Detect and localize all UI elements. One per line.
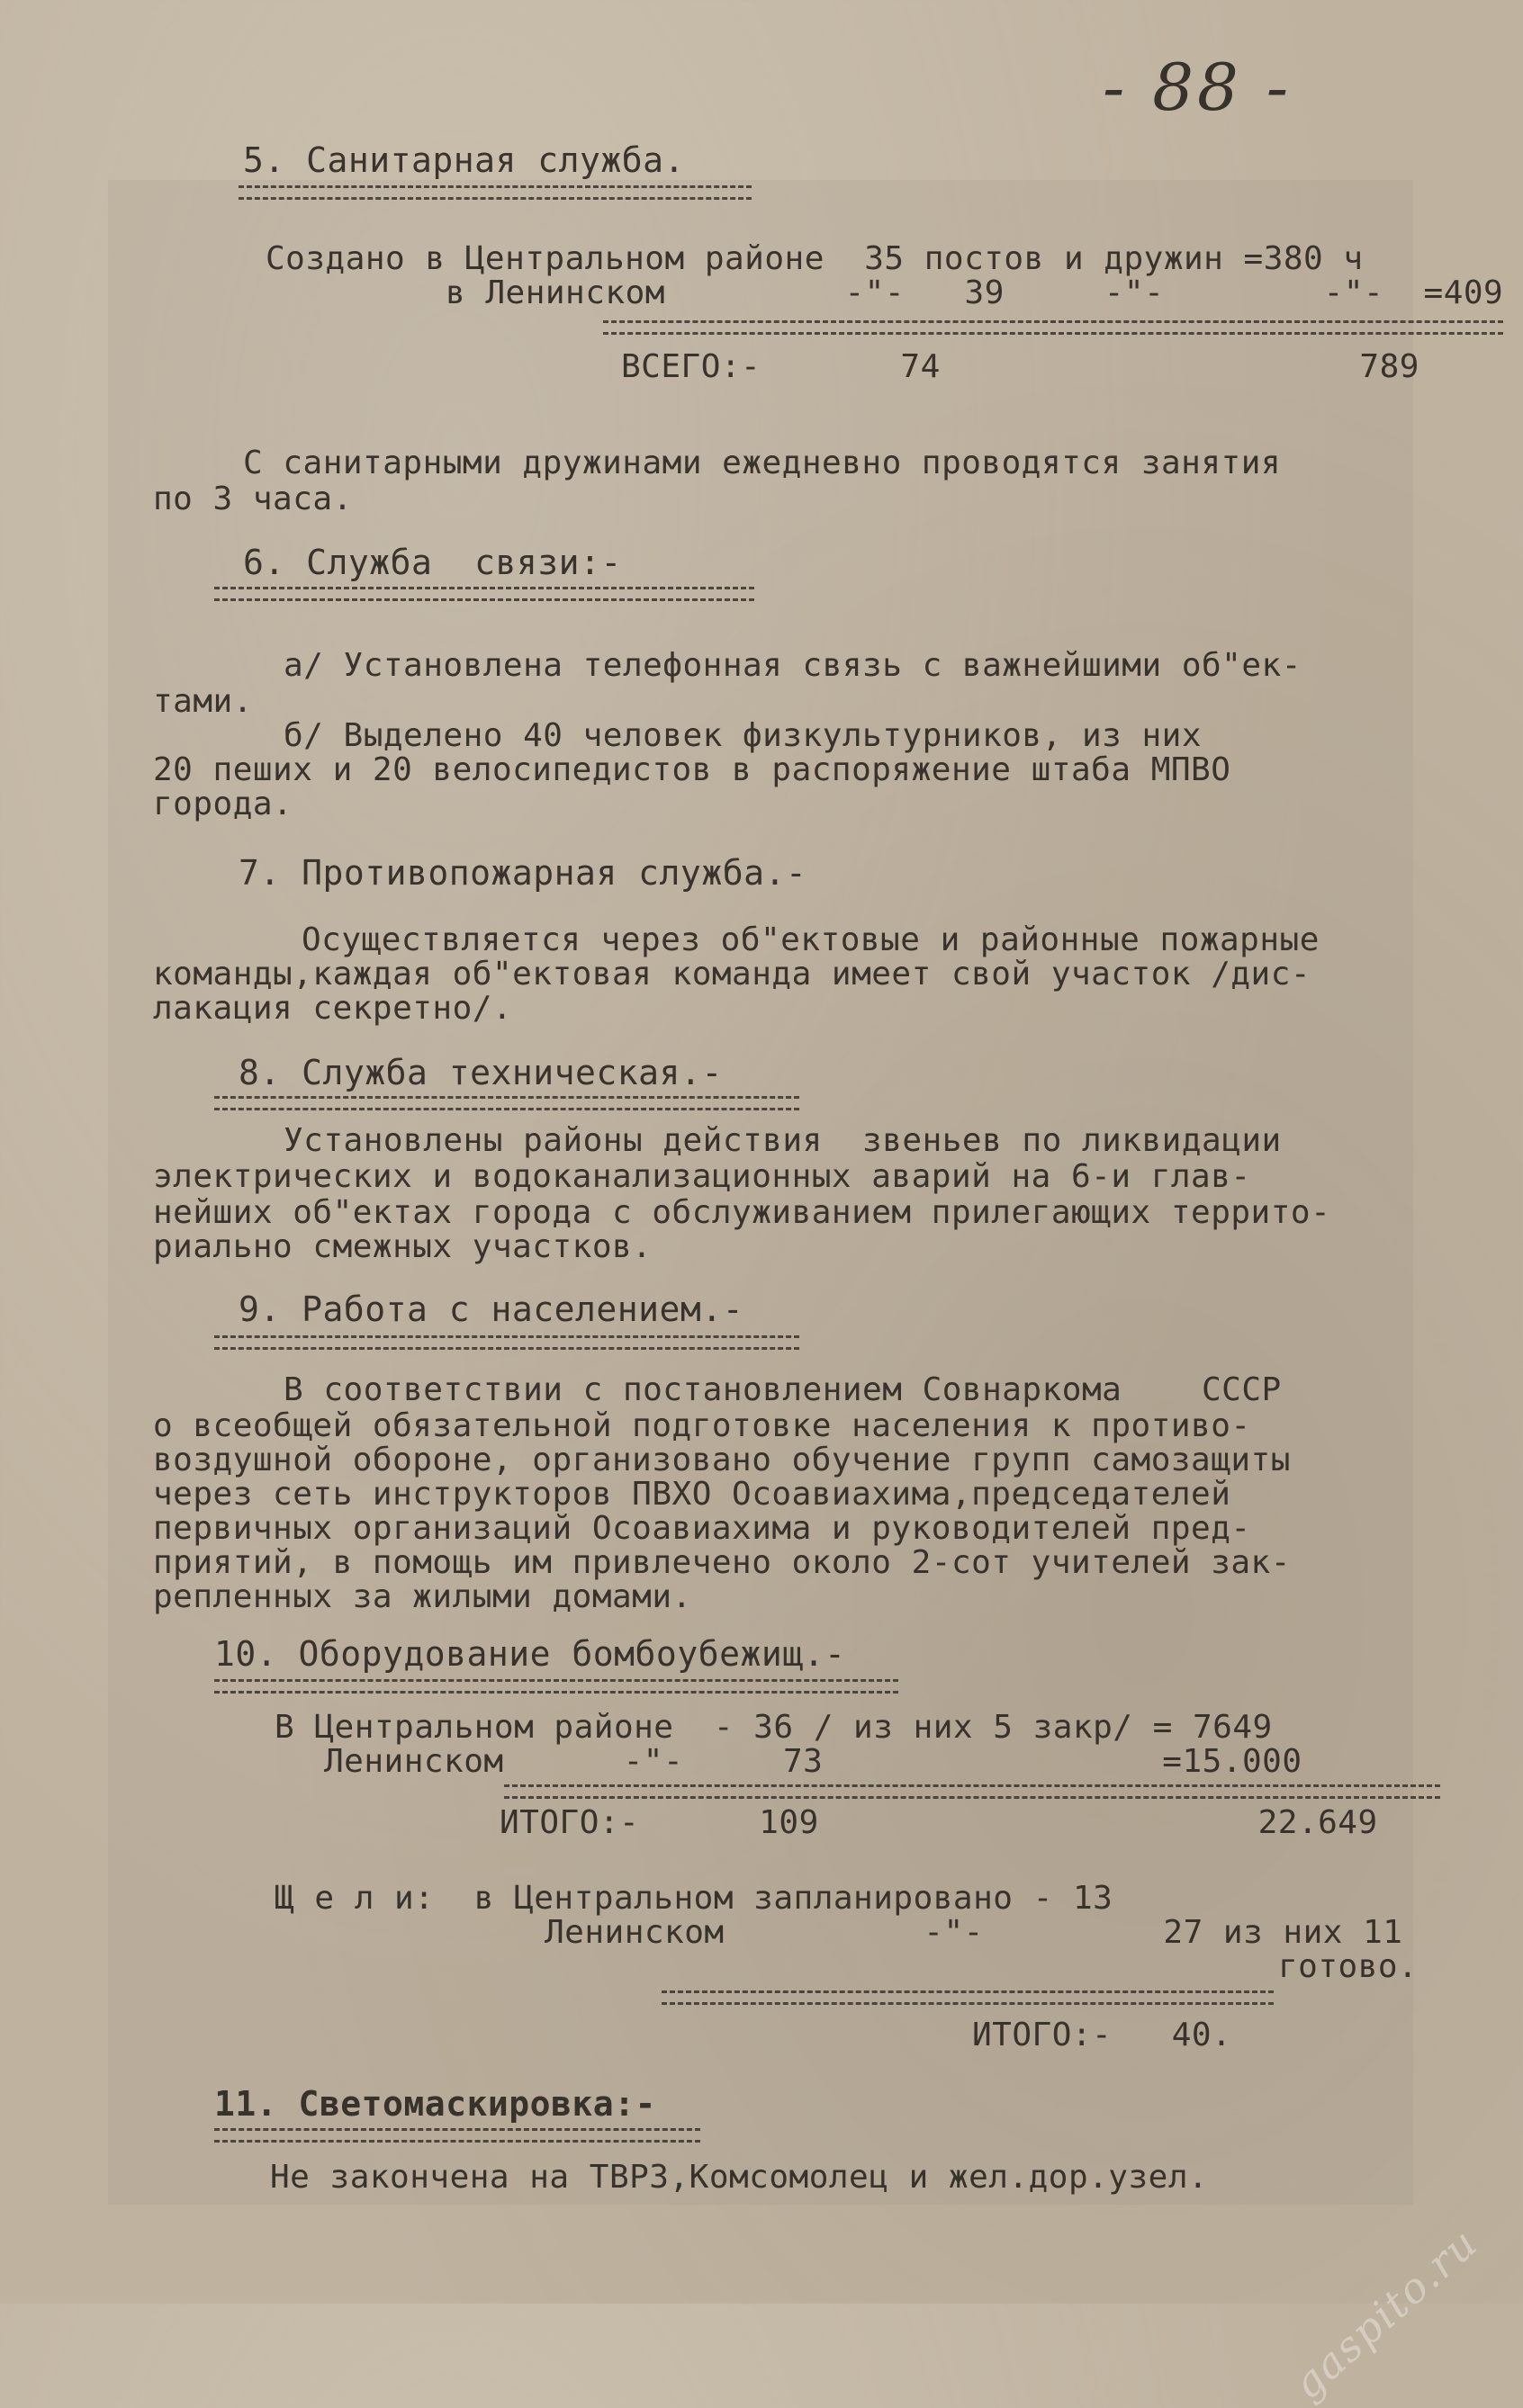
section-5-title: 5. Санитарная служба. [243,140,685,180]
section-10-row-leninsky: Ленинском -"- 73 =15.000 [324,1743,1302,1780]
section-11-line: Не закончена на ТВРЗ,Комсомолец и жел.дор.узел. [270,2159,1209,2196]
section-5-para-line: по 3 часа. [153,481,353,517]
section-8-title: 8. Служба техническая.- [239,1053,723,1092]
section-9-line: приятий, в помощь им привлечено около 2-сот учителей зак- [153,1544,1291,1581]
section-11-title: 11. Светомаскировка:- [214,2084,656,2124]
section-10-row-central: В Центральном районе - 36 / из них 5 закр/ = 7649 [275,1709,1273,1746]
section-7-line: Осуществляется через об"ектовые и районные пожарные [302,921,1320,958]
section-6-line: 20 пеших и 20 велосипедистов в распоряжение штаба МПВО [153,751,1231,788]
section-10-total-rule [504,1784,1440,1799]
section-5-row-central: Создано в Центральном районе 35 постов и дружин =380 ч [266,240,1364,277]
section-8-line: нейших об"ектах города с обслуживанием прилегающих террито- [153,1194,1331,1231]
section-9-line: репленных за жилыми домами. [153,1578,692,1615]
section-9-line: через сеть инструкторов ПВХО Осоавиахима,председателей [153,1476,1231,1513]
section-5-total: ВСЕГО:- 74 789 [621,348,1419,385]
section-10-shelters-ready: готово. [1278,1948,1419,1985]
section-6-line: а/ Установлена телефонная связь с важнейшими об"ек- [284,647,1302,684]
section-11-underline [214,2128,700,2143]
section-7-line: команды,каждая об"ектовая команда имеет свой участок /дис- [153,956,1311,993]
section-6-line: города. [153,786,293,822]
section-5-underline [239,185,752,200]
section-5-para-line: С санитарными дружинами ежедневно проводятся занятия [243,445,1282,481]
section-7-title: 7. Противопожарная служба.- [239,853,807,893]
section-10-underline [214,1679,898,1694]
section-6-line: тами. [153,683,253,720]
section-6-line: б/ Выделено 40 человек физкультурников, из них [284,717,1202,754]
section-10-shelters-total: ИТОГО:- 40. [972,2017,1232,2053]
watermark: gaspito.ru [1283,2217,1487,2408]
section-9-line: о всеобщей обязательной подготовке населения к противо- [153,1407,1251,1444]
section-9-line: воздушной обороне, организовано обучение групп самозащиты [153,1442,1291,1478]
section-9-line: первичных организаций Осоавиахима и руководителей пред- [153,1510,1251,1547]
section-6-title: 6. Служба связи:- [243,543,622,582]
section-8-underline [214,1096,799,1110]
section-6-underline [214,587,754,601]
section-10-title: 10. Оборудование бомбоубежищ.- [214,1634,846,1674]
section-9-line: В соответствии с постановлением Совнаркома СССР [284,1371,1282,1408]
section-8-line: риально смежных участков. [153,1228,653,1265]
page-number: - 88 - [1103,49,1293,125]
section-10-shelters-leninsky: Ленинском -"- 27 из них 11 [545,1914,1403,1951]
section-7-line: лакация секретно/. [153,990,513,1027]
section-8-line: электрических и водоканализационных аварий на 6-и глав- [153,1158,1251,1195]
section-5-total-rule [603,320,1503,335]
section-9-title: 9. Работа с населением.- [239,1289,744,1329]
section-10-total: ИТОГО:- 109 22.649 [500,1804,1378,1841]
section-9-underline [214,1335,799,1350]
section-8-line: Установлены районы действия звеньев по ликвидации [284,1122,1282,1159]
section-5-row-leninsky: в Ленинском -"- 39 -"- -"- =409 [446,274,1504,311]
section-10-shelters-central: Щ е л и: в Центральном запланировано - 13 [275,1880,1113,1917]
section-10-shelters-rule [662,1990,1274,2005]
